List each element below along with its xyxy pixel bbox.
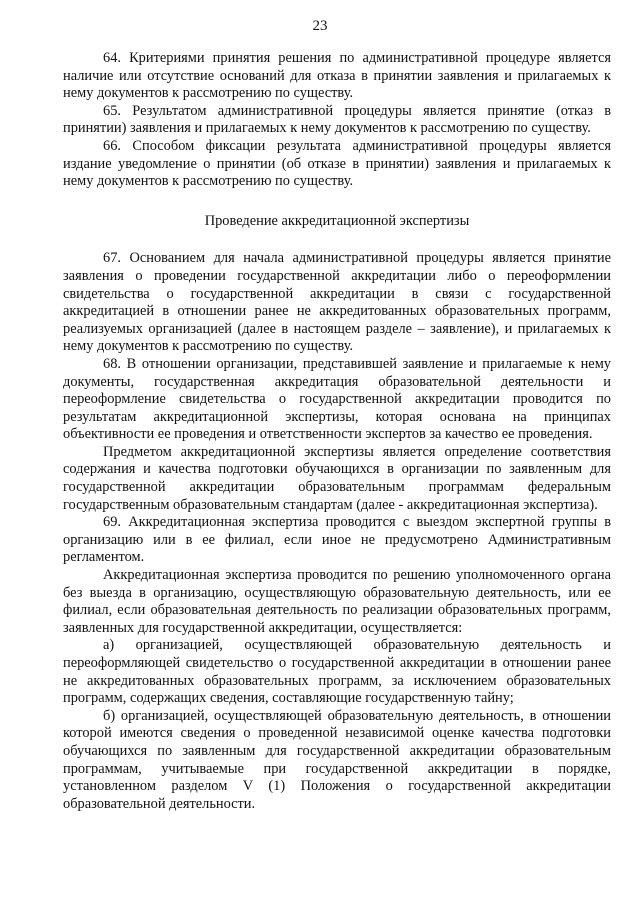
list-item-b: б) организацией, осуществляющей образовательную деятельность, в отношении которой имеются сведения о проведенной независимой оценке качества подготовки обучающихся по заявленным для государственной аккредитации образовательным программам, учитываемые при государственной аккредитации в порядке, установленном разделом V (1) Положения о государственной аккредитации образовательной деятельности. <box>63 707 611 812</box>
section-heading: Проведение аккредитационной экспертизы <box>204 212 470 229</box>
page-number: 23 <box>312 18 328 34</box>
paragraph-69: 69. Аккредитационная экспертиза проводится с выездом экспертной группы в организацию или в ее филиал, если иное не предусмотрено Административным регламентом. <box>63 514 611 566</box>
paragraph-65: 65. Результатом административной процедуры является принятие (отказ в принятии) заявления и прилагаемых к нему документов к рассмотрению по существу. <box>63 102 611 137</box>
paragraph-no-visit: Аккредитационная экспертиза проводится по решению уполномоченного органа без выезда в организацию, осуществляющую образовательную деятельность, или ее филиал, если образовательная деятельность по реализации образовательных программ, заявленных для государственной аккредитации, осуществляется: <box>63 567 611 636</box>
document-body <box>63 50 611 813</box>
paragraph-68: 68. В отношении организации, представившей заявление и прилагаемые к нему документы, государственная аккредитация образовательной деятельности и переоформление свидетельства о государственной аккредитации проводится по результатам аккредитационной экспертизы, которая основана на принципах объективности ее проведения и ответственности экспертов за качество ее проведения. <box>63 355 611 443</box>
paragraph-66: 66. Способом фиксации результата административной процедуры является издание уведомление о принятии (об отказе в принятии) заявления и прилагаемых к нему документов к рассмотрению по существу. <box>63 137 611 190</box>
paragraph-64: 64. Критериями принятия решения по административной процедуре является наличие или отсутствие оснований для отказа в принятии заявления и прилагаемых к нему документов к рассмотрению по существу. <box>63 50 611 102</box>
list-item-a: а) организацией, осуществляющей образовательную деятельность и переоформляющей свидетельство о государственной аккредитации в отношении ранее не аккредитованных образовательных программ, за исключением образовательных программ, содержащих сведения, составляющие государственную тайну; <box>63 637 611 707</box>
paragraph-67: 67. Основанием для начала административной процедуры является принятие заявления о проведении государственной аккредитации либо о переоформлении свидетельства о государственной аккредитации в связи с государственной аккредитацией в отношении ранее не аккредитованных образовательных программ, реализуемых организацией (далее в настоящем разделе – заявление), и прилагаемых к нему документов к рассмотрению по существу. <box>63 250 611 355</box>
paragraph-subject: Предметом аккредитационной экспертизы является определение соответствия содержания и качества подготовки обучающихся в организации по заявленным для государственной аккредитации образовательным программам федеральным государственным образовательным стандартам (далее - аккредитационная экспертиза). <box>63 443 611 513</box>
